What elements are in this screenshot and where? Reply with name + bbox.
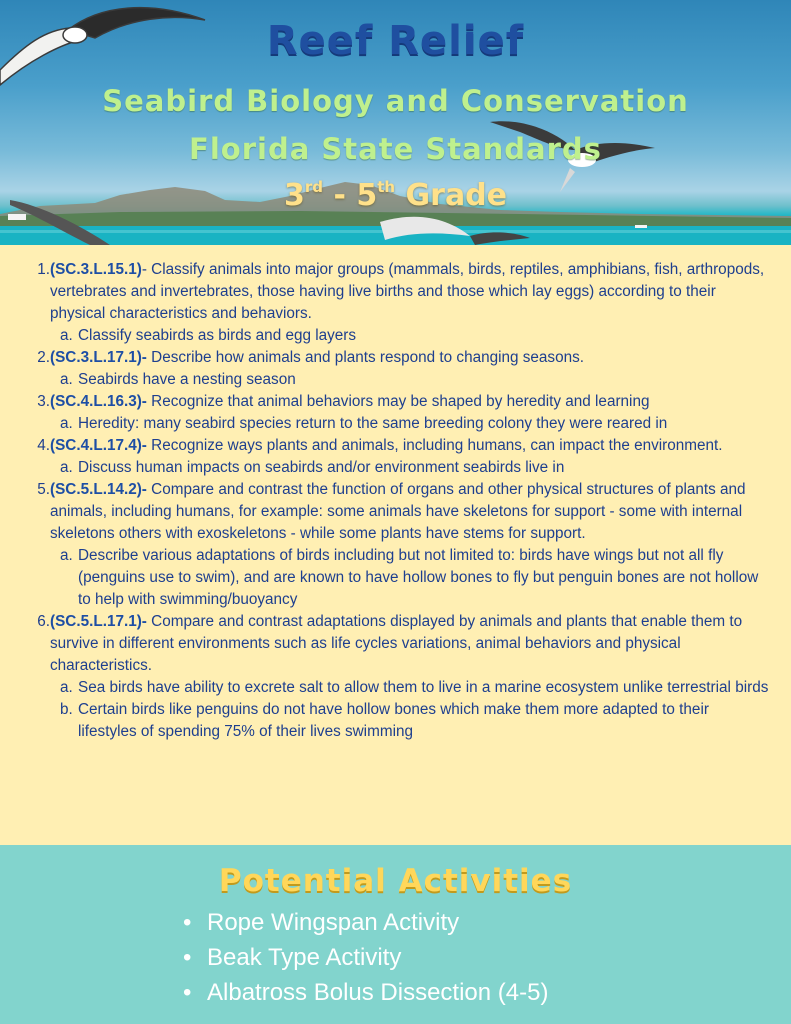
standard-item <box>30 435 770 479</box>
bullet-icon: • <box>183 909 192 936</box>
standard-code: (SC.5.L.14.2)- <box>50 481 147 498</box>
page-subtitle: Florida State Standards <box>189 132 602 166</box>
sub-list <box>50 413 770 435</box>
sub-text: Sea birds have ability to excrete salt to allow them to live in a marine ecosystem unlike terrestrial birds <box>78 679 769 696</box>
standard-code: (SC.3.L.17.1)- <box>50 349 147 366</box>
bullet-icon: • <box>183 944 192 971</box>
standard-number: 3. <box>37 393 50 410</box>
standard-code: (SC.4.L.16.3)- <box>50 393 147 410</box>
sub-letter: a. <box>60 327 73 344</box>
grade-end-suffix: th <box>377 178 396 196</box>
activity-item <box>183 905 548 940</box>
bullet-icon: • <box>183 979 192 1006</box>
sub-text: Discuss human impacts on seabirds and/or environment seabirds live in <box>78 459 565 476</box>
grade-separator: - <box>323 178 357 213</box>
activity-label: Rope Wingspan Activity <box>207 909 460 936</box>
sub-item <box>50 457 770 479</box>
grade-end: 5 <box>356 178 378 213</box>
sub-letter: a. <box>60 547 73 564</box>
standard-code: (SC.5.L.17.1)- <box>50 613 147 630</box>
header-banner <box>0 0 791 245</box>
sub-item <box>50 677 770 699</box>
standard-text: Recognize ways plants and animals, including humans, can impact the environment. <box>146 437 723 454</box>
sub-text: Heredity: many seabird species return to the same breeding colony they were reared in <box>78 415 668 432</box>
sub-item <box>50 369 770 391</box>
standard-text: - Classify animals into major groups (mammals, birds, reptiles, amphibians, fish, arthropods, vertebrates and invertebrates, those having live births and those which lay eggs) according to their physical characteristics and behaviors. <box>50 261 765 322</box>
sub-text: Classify seabirds as birds and egg layers <box>78 327 357 344</box>
sub-list <box>50 369 770 391</box>
standard-item <box>30 391 770 435</box>
sub-letter: a. <box>60 371 73 388</box>
standard-item <box>30 259 770 347</box>
standard-number: 5. <box>37 481 50 498</box>
standards-list <box>30 259 770 743</box>
sub-item <box>50 545 770 611</box>
standard-item <box>30 479 770 611</box>
activity-item <box>183 975 548 1010</box>
sub-item <box>50 699 770 743</box>
sub-text: Seabirds have a nesting season <box>78 371 296 388</box>
standard-text: Describe how animals and plants respond to changing seasons. <box>146 349 584 366</box>
sub-letter: a. <box>60 415 73 432</box>
sub-item <box>50 325 770 347</box>
standard-code: (SC.3.L.15.1) <box>50 261 142 278</box>
standard-number: 4. <box>37 437 50 454</box>
grade-start-suffix: rd <box>304 178 323 196</box>
standard-code: (SC.4.L.17.4)- <box>50 437 147 454</box>
page-title: Seabird Biology and Conservation <box>102 84 689 118</box>
sub-item <box>50 413 770 435</box>
sub-text: Certain birds like penguins do not have hollow bones which make them more adapted to their lifestyles of spending 75% of their lives swimming <box>78 701 709 740</box>
sub-list <box>50 325 770 347</box>
standard-number: 2. <box>37 349 50 366</box>
activity-label: Beak Type Activity <box>207 944 402 971</box>
sub-list <box>50 457 770 479</box>
sub-list <box>50 677 770 743</box>
standard-number: 6. <box>37 613 50 630</box>
sub-list <box>50 545 770 611</box>
standard-text: Recognize that animal behaviors may be shaped by heredity and learning <box>146 393 650 410</box>
activity-item <box>183 940 548 975</box>
activities-section <box>0 845 791 1024</box>
standard-text: Compare and contrast the function of organs and other physical structures of plants and animals, including humans, for example: some animals have skeletons for support - some with internal skeletons others with exoskeletons - while some plants have stems for support. <box>50 481 746 542</box>
activity-label: Albatross Bolus Dissection (4-5) <box>207 979 549 1006</box>
standard-text: Compare and contrast adaptations displayed by animals and plants that enable them to survive in different environments such as life cycles variations, animal behaviors and physical characteristics. <box>50 613 743 674</box>
sub-letter: a. <box>60 459 73 476</box>
brand-title: Reef Relief <box>266 18 525 64</box>
grade-start: 3 <box>283 178 305 213</box>
standard-number: 1. <box>37 261 50 278</box>
sub-text: Describe various adaptations of birds including but not limited to: birds have wings but not all fly (penguins use to swim), and are known to have hollow bones to fly but penguin bones are not hollow to help with swimming/buoyancy <box>78 547 759 608</box>
standard-item <box>30 347 770 391</box>
standard-item <box>30 611 770 743</box>
sub-letter: b. <box>60 701 73 718</box>
grade-range <box>0 178 791 213</box>
activities-title: Potential Activities <box>218 863 573 899</box>
activities-list <box>183 905 548 1010</box>
standards-section <box>0 245 791 845</box>
sub-letter: a. <box>60 679 73 696</box>
grade-word: Grade <box>395 178 508 213</box>
